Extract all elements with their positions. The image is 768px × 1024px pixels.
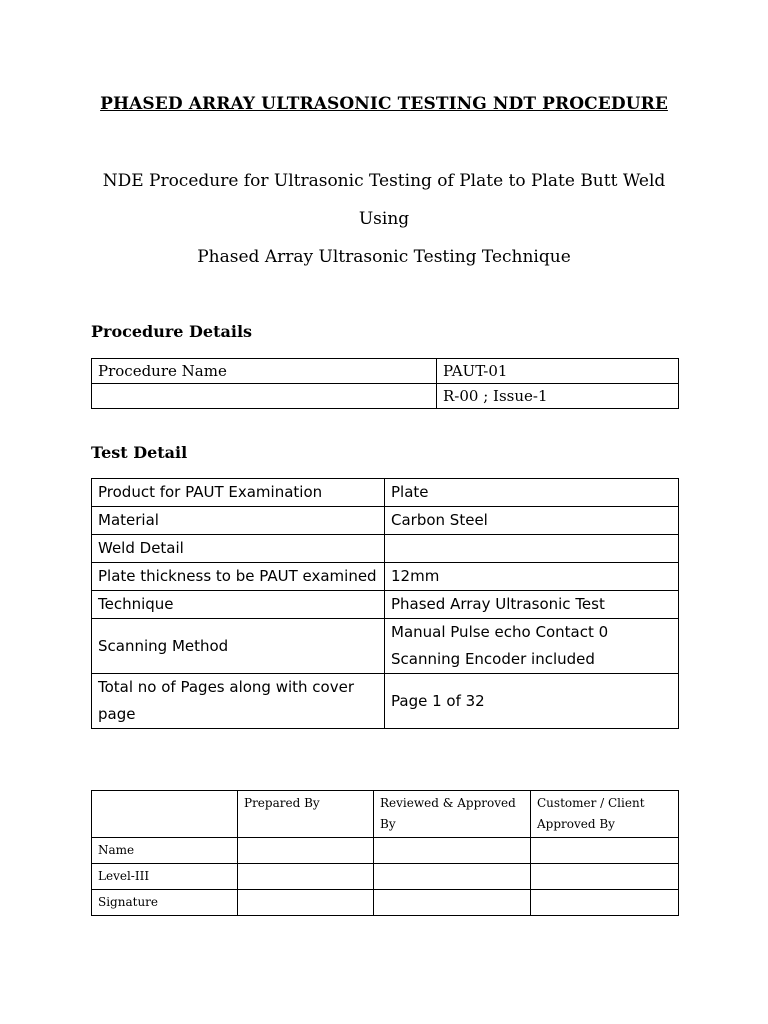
table-header-row [92,791,679,838]
table-row [92,479,679,507]
row-label-name: Name [92,838,238,864]
material-value: Carbon Steel [385,507,679,535]
material-label: Material [92,507,385,535]
column-header-line: By [380,817,396,831]
name-prepared-cell [238,838,374,864]
column-header-reviewed-approved-by [374,791,531,838]
technique-value: Phased Array Ultrasonic Test [385,591,679,619]
table-row [92,359,679,384]
table-row [92,674,679,729]
scanning-method-value-line2: Scanning Encoder included [391,650,595,668]
table-row [92,535,679,563]
scanning-method-value [385,619,679,674]
technique-label: Technique [92,591,385,619]
weld-detail-label: Weld Detail [92,535,385,563]
total-pages-value: Page 1 of 32 [385,674,679,729]
column-header-customer-approved-by [531,791,679,838]
level-reviewed-cell [374,864,531,890]
column-header-empty [92,791,238,838]
thickness-value: 12mm [385,563,679,591]
total-pages-label-line1: Total no of Pages along with cover [98,678,354,696]
signature-reviewed-cell [374,890,531,916]
total-pages-label [92,674,385,729]
procedure-name-value: PAUT-01 [437,359,679,384]
weld-detail-value [385,535,679,563]
column-header-line: Customer / Client [537,796,645,810]
revision-label [92,384,437,409]
document-subtitle-line3: Phased Array Ultrasonic Testing Technique [197,247,571,267]
column-header-line: Approved By [537,817,615,831]
test-detail-table [91,478,679,729]
table-row [92,619,679,674]
procedure-details-table [91,358,679,409]
name-customer-cell [531,838,679,864]
level-prepared-cell [238,864,374,890]
table-row [92,563,679,591]
product-label: Product for PAUT Examination [92,479,385,507]
approval-signature-table [91,790,679,916]
signature-customer-cell [531,890,679,916]
row-label-level-iii: Level-III [92,864,238,890]
level-customer-cell [531,864,679,890]
scanning-method-label: Scanning Method [92,619,385,674]
table-row [92,838,679,864]
table-row [92,384,679,409]
total-pages-label-line2: page [98,705,136,723]
document-subtitle-line2: Using [358,209,410,229]
scanning-method-value-line1: Manual Pulse echo Contact 0 [391,623,609,641]
procedure-name-label: Procedure Name [92,359,437,384]
signature-prepared-cell [238,890,374,916]
name-reviewed-cell [374,838,531,864]
product-value: Plate [385,479,679,507]
document-subtitle-line1: NDE Procedure for Ultrasonic Testing of Plate to Plate Butt Weld [102,171,666,191]
table-row [92,507,679,535]
procedure-details-heading: Procedure Details [91,322,253,341]
table-row [92,890,679,916]
column-header-line: Prepared By [244,796,320,810]
thickness-label: Plate thickness to be PAUT examined [92,563,385,591]
table-row [92,591,679,619]
table-row [92,864,679,890]
row-label-signature: Signature [92,890,238,916]
test-detail-heading: Test Detail [91,443,188,462]
column-header-prepared-by [238,791,374,838]
column-header-line: Reviewed & Approved [380,796,516,810]
document-title: PHASED ARRAY ULTRASONIC TESTING NDT PROCEDURE [100,94,668,114]
revision-value: R-00 ; Issue-1 [437,384,679,409]
